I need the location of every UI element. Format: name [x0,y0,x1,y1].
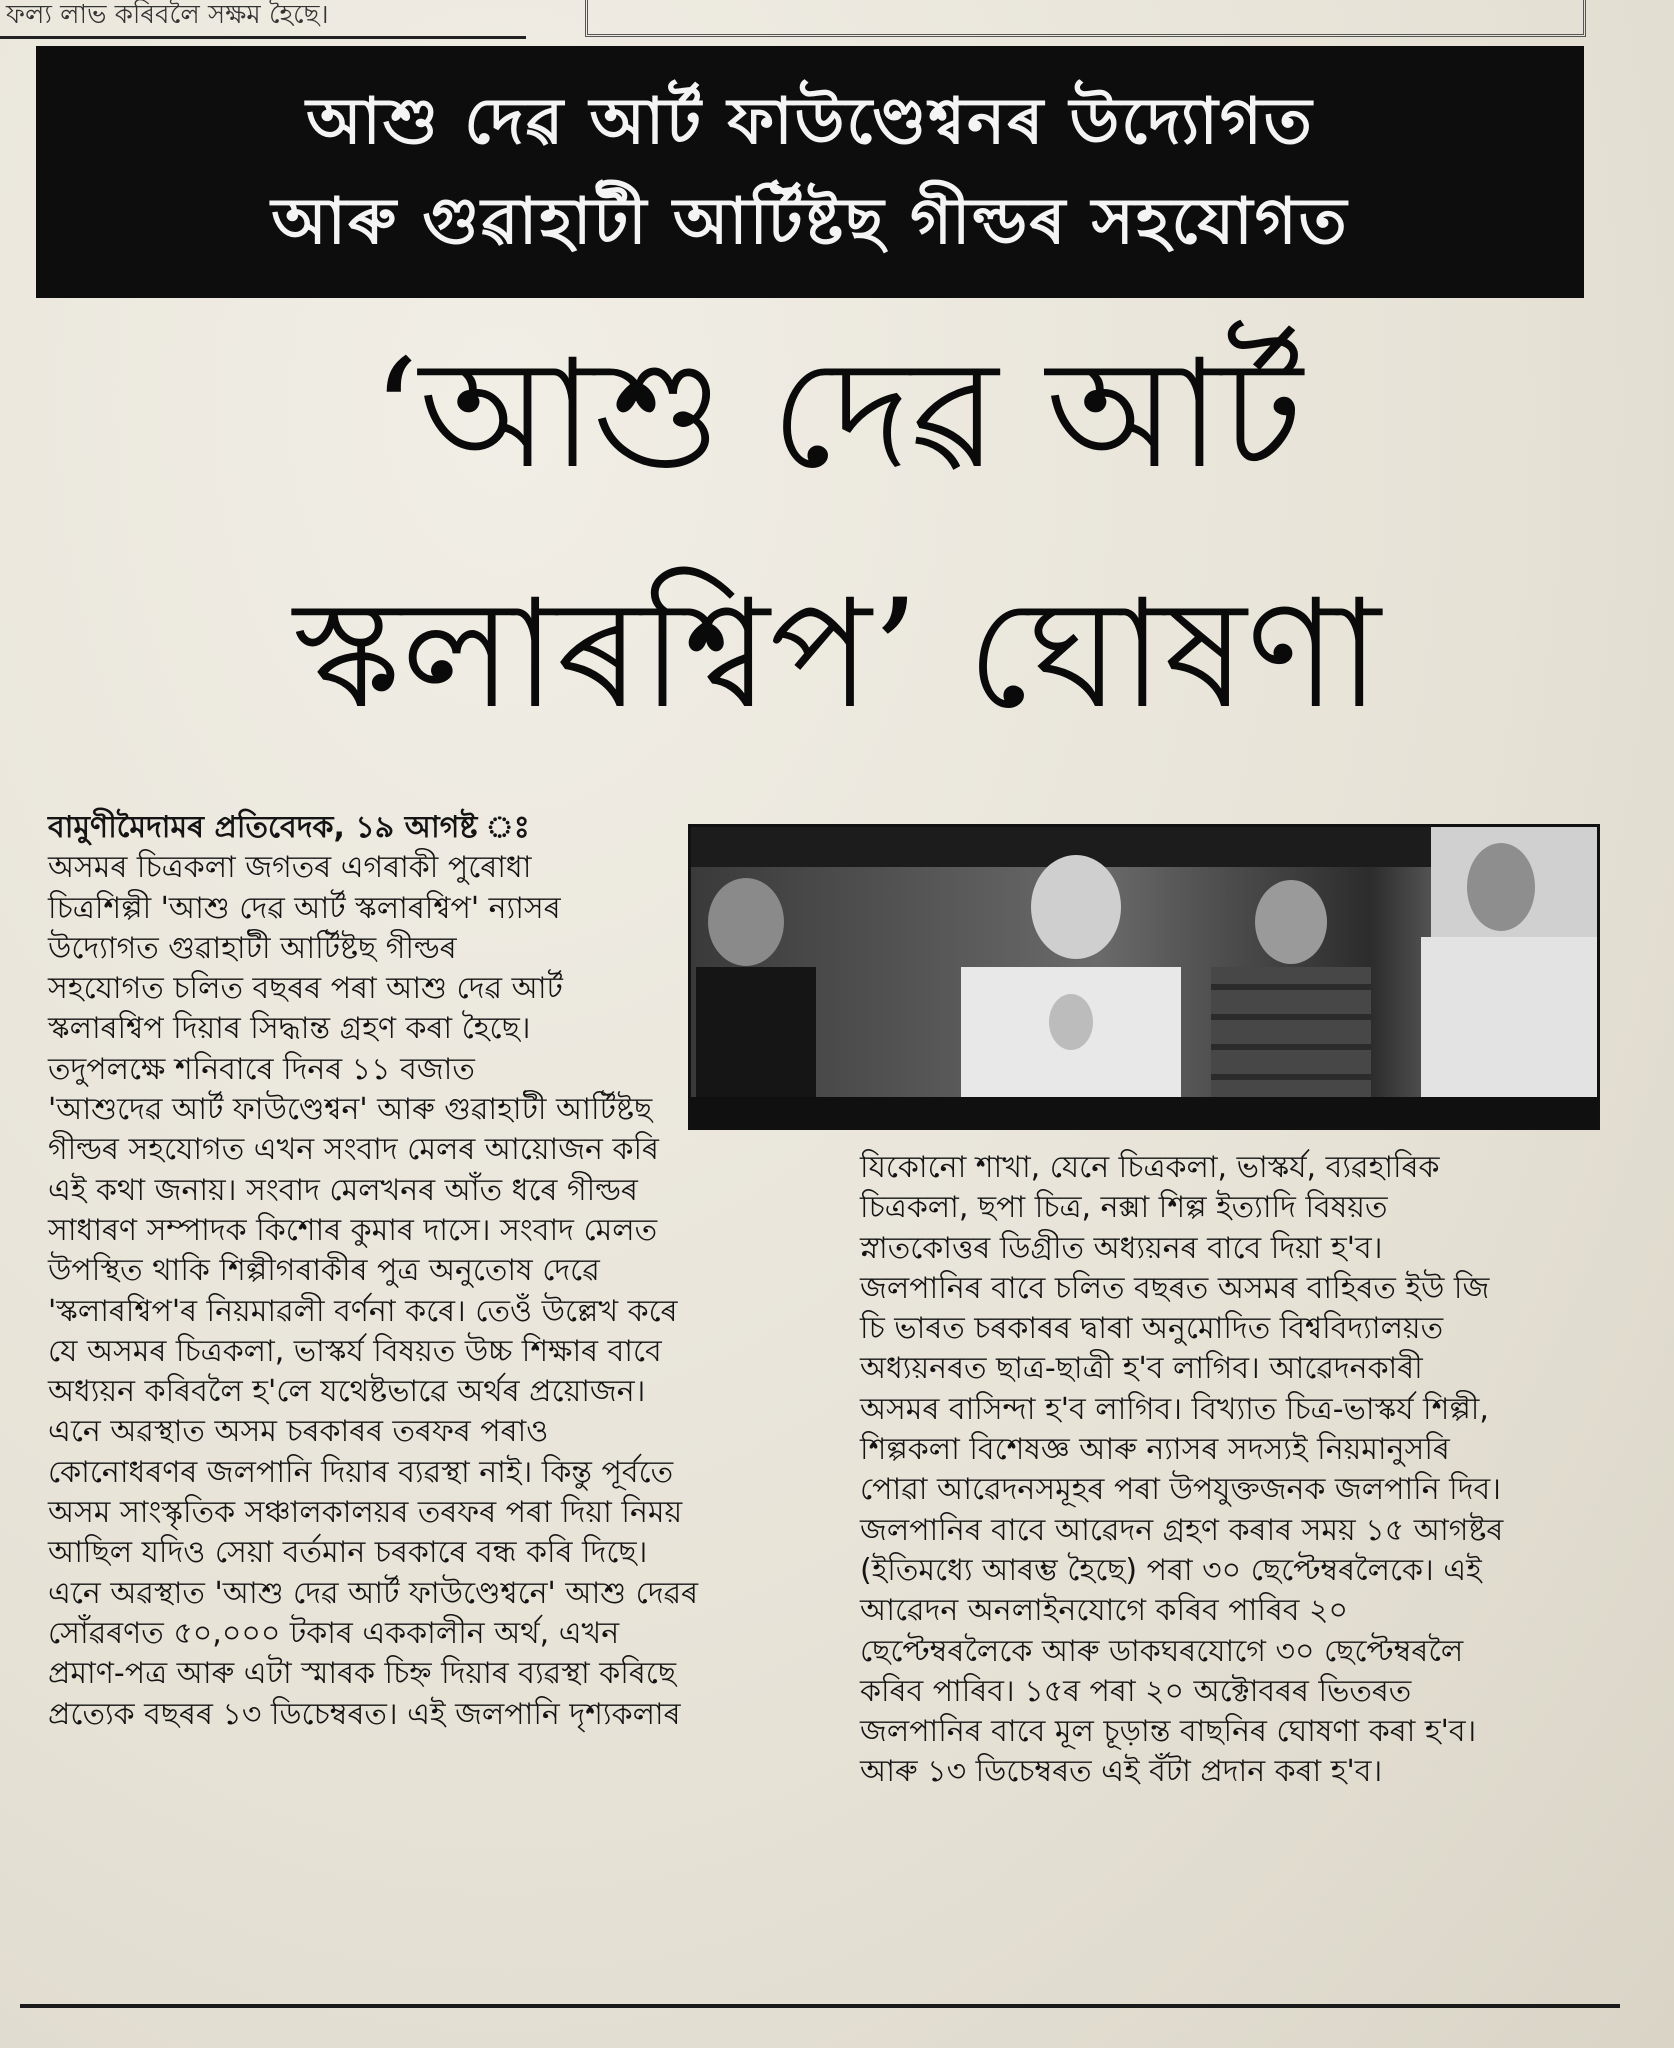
text-line: চিত্ৰশিল্পী 'আশু দেৱ আৰ্ট স্কলাৰশ্বিপ' ন্যাসৰ [48,890,561,926]
text-line: 'আশুদেৱ আৰ্ট ফাউণ্ডেশ্বন' আৰু গুৱাহাটী আৰ্টিষ্টছ [48,1092,653,1128]
text-line: সাধাৰণ সম্পাদক কিশোৰ কুমাৰ দাসে। সংবাদ মেলত [48,1212,658,1248]
text-line: কৰিব পাৰিব। ১৫ৰ পৰা ২০ অক্টোবৰৰ ভিতৰত [860,1673,1412,1709]
top-box-fragment [585,0,1586,37]
text-line: যিকোনো শাখা, যেনে চিত্ৰকলা, ভাস্কৰ্য, ব্যৱহাৰিক [860,1150,1440,1185]
text-line: আছিল যদিও সেয়া বৰ্তমান চৰকাৰে বন্ধ কৰি দিছে। [48,1535,648,1571]
text-line: উপস্থিত থাকি শিল্পীগৰাকীৰ পুত্ৰ অনুতোষ দেৱে [48,1253,600,1289]
text-line: স্নাতকোত্তৰ ডিগ্ৰীত অধ্যয়নৰ বাবে দিয়া হ'ব। [860,1230,1383,1266]
text-line: অধ্যয়নৰত ছাত্ৰ-ছাত্ৰী হ'ব লাগিব। আৱেদনকাৰী [860,1351,1423,1387]
text-line: প্ৰমাণ-পত্ৰ আৰু এটা স্মাৰক চিহ্ন দিয়াৰ ব্যৱস্থা কৰিছে [48,1656,676,1692]
text-line: অসমৰ বাসিন্দা হ'ব লাগিব। বিখ্যাত চিত্ৰ-ভাস্কৰ্য শিল্পী, [860,1391,1489,1427]
text-line: জলপানিৰ বাবে মূল চূড়ান্ত বাছনিৰ ঘোষণা কৰা হ'ব। [860,1714,1477,1750]
banner-line-1: আশু দেৱ আৰ্ট ফাউণ্ডেশ্বনৰ উদ্যোগত [306,85,1314,159]
text-line: চি ভাৰত চৰকাৰৰ দ্বাৰা অনুমোদিত বিশ্ববিদ্যালয়ত [860,1311,1444,1347]
text-line: পোৱা আৱেদনসমূহৰ পৰা উপযুক্তজনক জলপানি দিব। [860,1472,1501,1508]
press-conference-photo [688,824,1600,1130]
text-line: শিল্পকলা বিশেষজ্ঞ আৰু ন্যাসৰ সদস্যই নিয়মানুসৰি [860,1432,1450,1468]
text-line: উদ্যোগত গুৱাহাটী আৰ্টিষ্টছ গীল্ডৰ [48,930,457,966]
headline-line-2: স্কলাৰশ্বিপ’ ঘোষণা [293,568,1381,742]
text-line: এনে অৱস্থাত অসম চৰকাৰৰ তৰফৰ পৰাও [48,1414,549,1450]
text-line: স্কলাৰশ্বিপ দিয়াৰ সিদ্ধান্ত গ্ৰহণ কৰা হৈছে। [48,1011,531,1047]
text-line: যে অসমৰ চিত্ৰকলা, ভাস্কৰ্য বিষয়ত উচ্চ শিক্ষাৰ বাবে [48,1333,662,1369]
text-line: অধ্যয়ন কৰিবলৈ হ'লে যথেষ্টভাৱে অৰ্থৰ প্ৰয়োজন। [48,1374,646,1410]
text-line: অসমৰ চিত্ৰকলা জগতৰ এগৰাকী পুৰোধা [48,850,532,886]
text-line: প্ৰত্যেক বছৰৰ ১৩ ডিচেম্বৰত। এই জলপানি দৃশ্যকলাৰ [48,1696,681,1732]
photo-illustration [691,827,1597,1127]
text-line: এই কথা জনায়। সংবাদ মেলখনৰ আঁত ধৰে গীল্ডৰ [48,1172,638,1208]
dateline: বামুণীমৈদামৰ প্ৰতিবেদক, ১৯ আগষ্ট ঃ [48,810,530,845]
text-line: অসম সাংস্কৃতিক সঞ্চালকালয়ৰ তৰফৰ পৰা দিয়া নিময় [48,1495,683,1531]
text-line: জলপানিৰ বাবে আৱেদন গ্ৰহণ কৰাৰ সময় ১৫ আগষ্টৰ [860,1512,1504,1548]
banner-line-2: আৰু গুৱাহাটী আৰ্টিষ্টছ গীল্ডৰ সহযোগত [271,185,1349,259]
text-line: কোনোধৰণৰ জলপানি দিয়াৰ ব্যৱস্থা নাই। কিন্তু পূৰ্বতে [48,1454,674,1490]
text-line: গীল্ডৰ সহযোগত এখন সংবাদ মেলৰ আয়োজন কৰি [48,1132,659,1168]
headline-line-1: ‘আশু দেৱ আৰ্ট [371,328,1303,502]
bottom-rule [20,2004,1620,2008]
text-line: জলপানিৰ বাবে চলিত বছৰত অসমৰ বাহিৰত ইউ জি [860,1270,1490,1306]
text-line: তদুপলক্ষে শনিবাৰে দিনৰ ১১ বজাত [48,1051,475,1087]
article-column-2 [860,1148,1612,1793]
text-line: আৱেদন অনলাইনযোগে কৰিব পাৰিব ২০ [860,1593,1349,1629]
text-line: ছেপ্টেম্বৰলৈকে আৰু ডাকঘৰযোগে ৩০ ছেপ্টেম্বৰলৈ [860,1633,1464,1669]
text-line: 'স্কলাৰশ্বিপ'ৰ নিয়মাৱলী বৰ্ণনা কৰে। তেওঁ উল্লেখ কৰে [48,1293,678,1329]
article-column-1 [48,808,800,1735]
text-line: আৰু ১৩ ডিচেম্বৰত এই বঁটা প্ৰদান কৰা হ'ব। [860,1754,1383,1790]
text-line: সহযোগত চলিত বছৰৰ পৰা আশু দেৱ আৰ্ট [48,971,563,1007]
text-line: এনে অৱস্থাত 'আশু দেৱ আৰ্ট ফাউণ্ডেশ্বনে' আশু দেৱৰ [48,1575,699,1611]
banner [36,46,1584,298]
text-line: সোঁৱৰণত ৫০,০০০ টকাৰ এককালীন অৰ্থ, এখন [48,1615,620,1651]
text-line: চিত্ৰকলা, ছপা চিত্ৰ, নক্সা শিল্প ইত্যাদি বিষয়ত [860,1190,1388,1226]
text-line: (ইতিমধ্যে আৰম্ভ হৈছে) পৰা ৩০ ছেপ্টেম্বৰলৈকে। এই [860,1552,1482,1588]
previous-article-fragment: ফল্য লাভ কৰিবলৈ সক্ষম হৈছে। [0,0,526,39]
